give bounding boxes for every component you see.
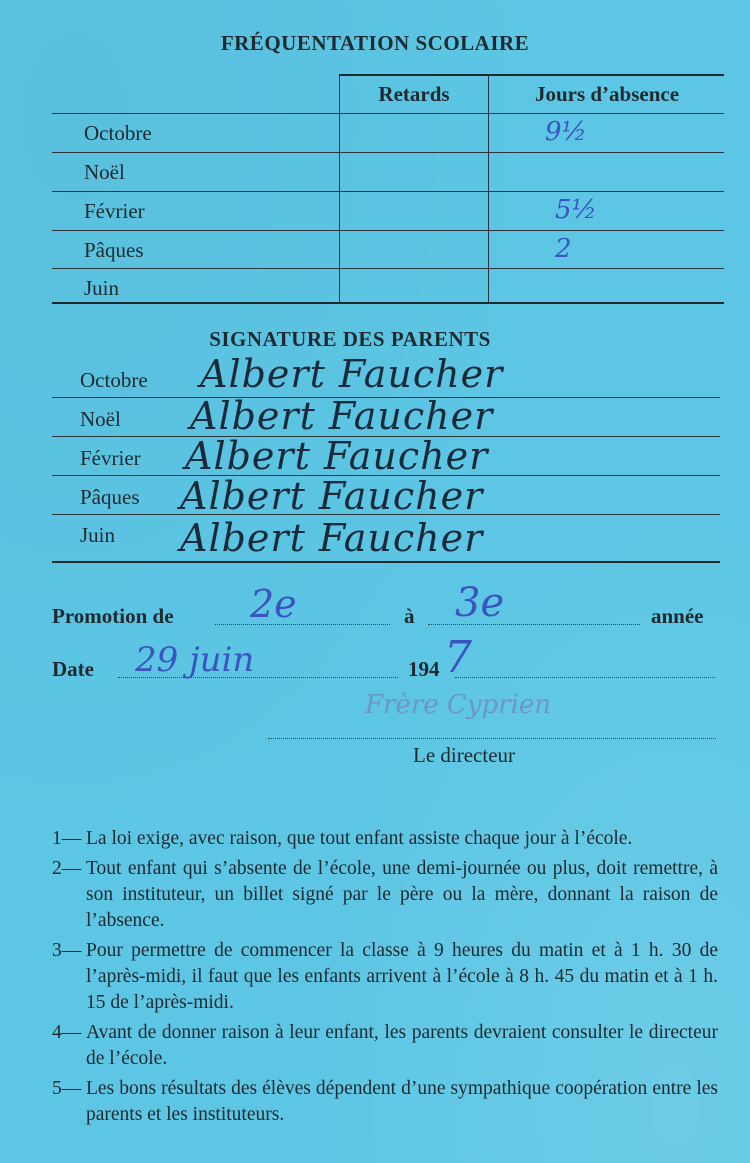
rule-text: Les bons résultats des élèves dépendent d’une sympathique coopération entre les parents et les instituteurs. [86,1078,718,1125]
attendance-month: Juin [84,276,120,300]
signature-month: Pâques [80,485,140,509]
rule-item [52,938,718,1016]
date-value: 29 juin [135,640,255,680]
rule-number: 3— [52,940,82,961]
parent-signature: Albert Faucher [185,434,489,478]
rule-item [52,826,718,852]
promotion-from-value: 2e [250,582,297,626]
promotion-to-label: à [404,604,415,628]
promotion-from-line [215,624,390,625]
date-year-printed: 194 [408,657,440,681]
director-label: Le directeur [413,743,516,767]
parent-signature: Albert Faucher [200,352,504,396]
rule-number: 5— [52,1078,82,1099]
table-bottom-rule [52,302,724,304]
rule-number: 1— [52,828,82,849]
row-rule [52,152,724,153]
date-year-handwritten: 7 [444,632,472,683]
table-top-rule [340,74,724,76]
absence-cell: 9½ [545,117,587,147]
rules-list [52,826,718,1132]
absence-cell: 5½ [555,195,597,225]
absence-cell: 2 [555,234,572,264]
attendance-title: FRÉQUENTATION SCOLAIRE [220,31,530,55]
parent-signature: Albert Faucher [180,516,484,560]
rule-item [52,1076,718,1128]
attendance-month: Noël [84,160,125,184]
promotion-to-value: 3e [455,580,505,626]
attendance-month: Février [84,199,145,223]
director-signature: Frère Cyprien [365,690,552,720]
row-rule [52,230,724,231]
signature-month: Juin [80,523,116,547]
attendance-month: Pâques [84,238,144,262]
rule-text: Tout enfant qui s’absente de l’école, une demi-journée ou plus, doit remettre, à son instituteur, un billet signé par le père ou la mère, donnant la raison de l’absence. [86,858,718,931]
row-rule [52,191,724,192]
date-label: Date [52,657,94,681]
signature-bottom-rule [52,561,720,563]
rule-text: La loi exige, avec raison, que tout enfant assiste chaque jour à l’école. [86,828,633,849]
row-rule [52,268,724,269]
rule-item [52,1020,718,1072]
col-absent-header: Jours d’absence [534,82,680,106]
parent-signature: Albert Faucher [180,474,484,518]
date-year-line [455,677,715,678]
promotion-label: Promotion de [52,604,174,628]
signature-month: Février [80,446,141,470]
signatures-title: SIGNATURE DES PARENTS [209,327,491,351]
attendance-month: Octobre [84,121,152,145]
rule-number: 2— [52,858,82,879]
rule-text: Avant de donner raison à leur enfant, les parents devraient consulter le directeur de l’école. [86,1022,718,1069]
col-late-header: Retards [378,82,450,106]
promotion-year-label: année [651,604,704,628]
signature-month: Octobre [80,368,148,392]
rule-text: Pour permettre de commencer la classe à 9 heures du matin et à 1 h. 30 de l’après-midi, il faut que les enfants arrivent à l’école à 8 h. 45 du matin et à 1 h. 15 de l’après-midi. [86,940,718,1013]
signature-month: Noël [80,407,121,431]
rule-number: 4— [52,1022,82,1043]
director-line [268,738,716,739]
parent-signature: Albert Faucher [190,394,494,438]
row-rule [52,113,724,114]
rule-item [52,856,718,934]
